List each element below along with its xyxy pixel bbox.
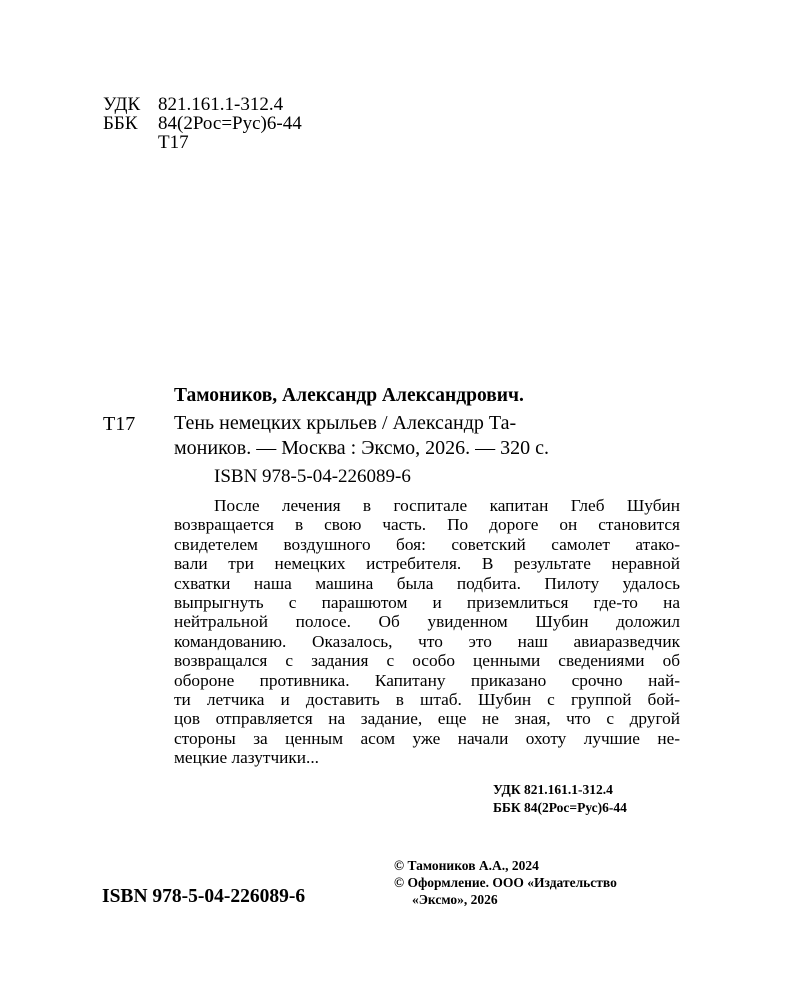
annotation-line: ти летчика и доставить в штаб. Шубин с группой бой-: [174, 690, 680, 710]
annotation-line: возвращался с задания с особо ценными сведениями об: [174, 651, 680, 671]
author-heading: Тамоников, Александр Александрович.: [174, 385, 524, 406]
annotation-line: вали три немецких истребителя. В результате неравной: [174, 554, 680, 574]
copyright-block: [394, 857, 617, 908]
annotation-line: обороне противника. Капитану приказано срочно най-: [174, 670, 680, 690]
udk-label: УДК: [103, 94, 141, 115]
copyright-line: © Тамоников А.А., 2024: [394, 858, 539, 873]
annotation-line: выпрыгнуть с парашютом и приземлиться где-то на: [174, 593, 680, 613]
annotation-line: стороны за ценным асом уже начали охоту лучшие не-: [174, 728, 680, 748]
bbk-label: ББК: [103, 113, 138, 134]
author-code: Т17: [103, 413, 136, 435]
author-sign: Т17: [158, 132, 189, 153]
annotation: [174, 496, 680, 768]
title-line: Тень немецких крыльев / Александр Та-: [174, 412, 517, 434]
annotation-line: возвращается в свою часть. По дороге он становится: [174, 515, 680, 535]
isbn-line: ISBN 978-5-04-226089-6: [214, 466, 411, 487]
annotation-line: цов отправляется на задание, еще не зная, что с другой: [174, 709, 680, 729]
annotation-line: мецкие лазутчики...: [174, 748, 319, 768]
isbn-bottom: ISBN 978-5-04-226089-6: [102, 886, 306, 907]
annotation-line: схватки наша машина была подбита. Пилоту удалось: [174, 573, 680, 593]
copyright-line: «Эксмо», 2026: [412, 892, 498, 907]
annotation-line: После лечения в госпитале капитан Глеб Шубин: [214, 496, 680, 515]
annotation-line: свидетелем воздушного боя: советский самолет атако-: [174, 534, 680, 554]
classification-block: [0, 95, 400, 155]
title-line: моников. — Москва : Эксмо, 2026. — 320 с.: [174, 437, 550, 459]
bbk-value: 84(2Рос=Рус)6-44: [158, 113, 302, 134]
annotation-line: нейтральной полосе. Об увиденном Шубин доложил: [174, 612, 680, 632]
udk-value: 821.161.1-312.4: [158, 94, 284, 115]
footer-bbk: ББК 84(2Рос=Рус)6-44: [493, 800, 627, 815]
title-statement: [174, 411, 674, 461]
annotation-line: командованию. Оказалось, что это наш авиаразведчик: [174, 631, 680, 651]
footer-udk: УДК 821.161.1-312.4: [493, 782, 613, 797]
copyright-line: © Оформление. ООО «Издательство: [394, 875, 617, 890]
